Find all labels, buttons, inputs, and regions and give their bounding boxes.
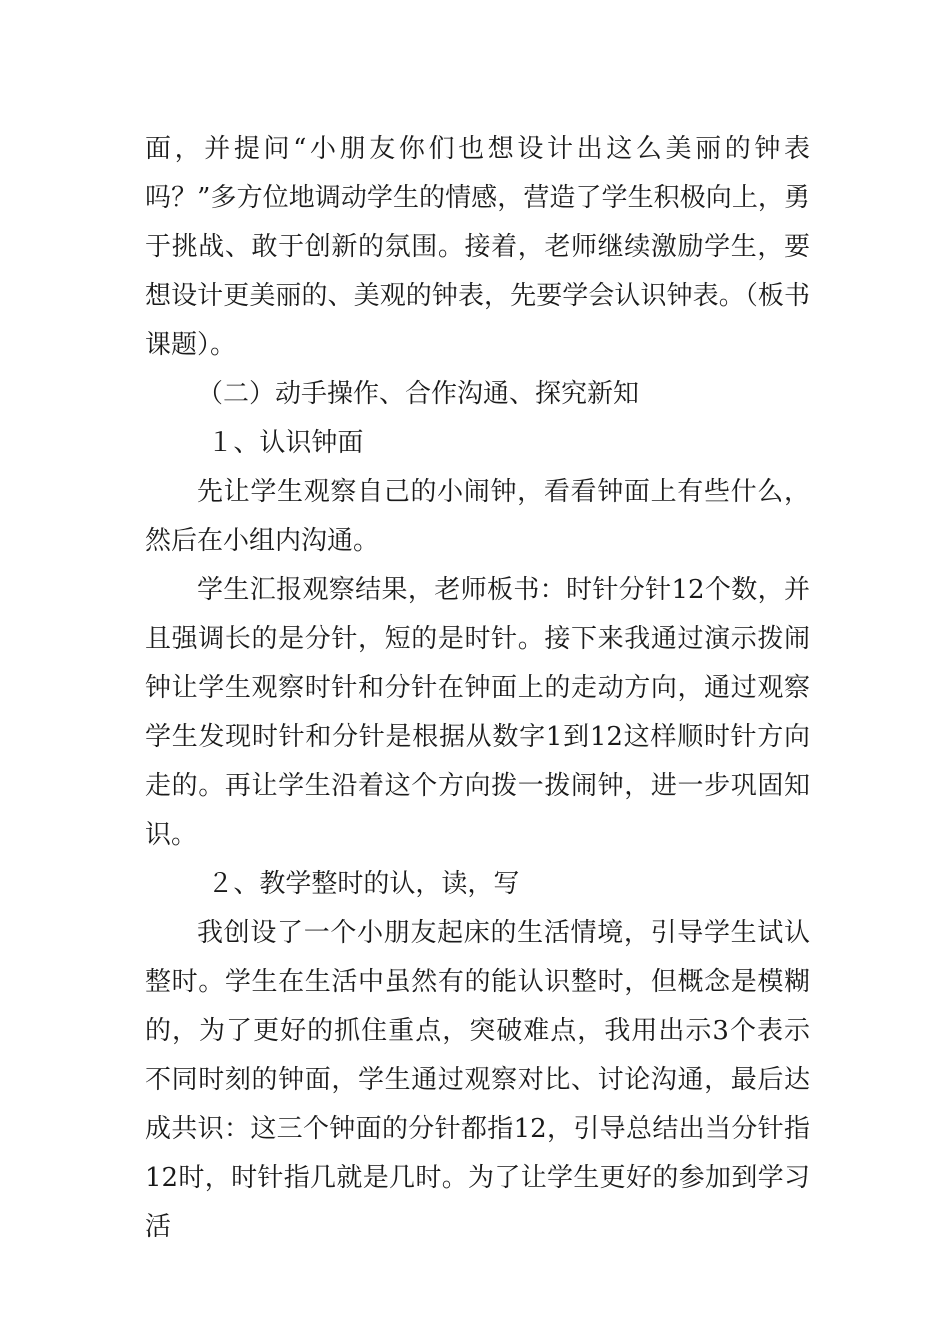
paragraph-observe-clock: 先让学生观察自己的小闹钟，看看钟面上有些什么，然后在小组内沟通。	[145, 477, 810, 556]
section-heading: （二）动手操作、合作沟通、探究新知	[197, 379, 640, 409]
document-body	[145, 125, 810, 1252]
paragraph-report-results: 学生汇报观察结果，老师板书：时针分针12个数，并且强调长的是分针，短的是时针。接下来我通过演示拨闹钟让学生观察时针和分针在钟面上的走动方向，通过观察学生发现时针和分针是根据从数字1到12这样顺时针方向走的。再让学生沿着这个方向拨一拨闹钟，进一步巩固知识。	[145, 575, 810, 850]
paragraph-whole-hours: 我创设了一个小朋友起床的生活情境，引导学生试认整时。学生在生活中虽然有的能认识整时，但概念是模糊的，为了更好的抓住重点，突破难点，我用出示3个表示不同时刻的钟面，学生通过观察对比、讨论沟通，最后达成共识：这三个钟面的分针都指12，引导总结出当分针指12时，时针指几就是几时。为了让学生更好的参加到学习活	[145, 918, 810, 1242]
paragraph-continuation: 面，并提问“小朋友你们也想设计出这么美丽的钟表吗？”多方位地调动学生的情感，营造了学生积极向上，勇于挑战、敢于创新的氛围。接着，老师继续激励学生，要想设计更美丽的、美观的钟表，先要学会认识钟表。（板书课题）。	[145, 134, 810, 360]
subsection-heading-2: ２、教学整时的认，读，写	[207, 869, 520, 899]
subsection-heading-1: １、认识钟面	[207, 428, 364, 458]
